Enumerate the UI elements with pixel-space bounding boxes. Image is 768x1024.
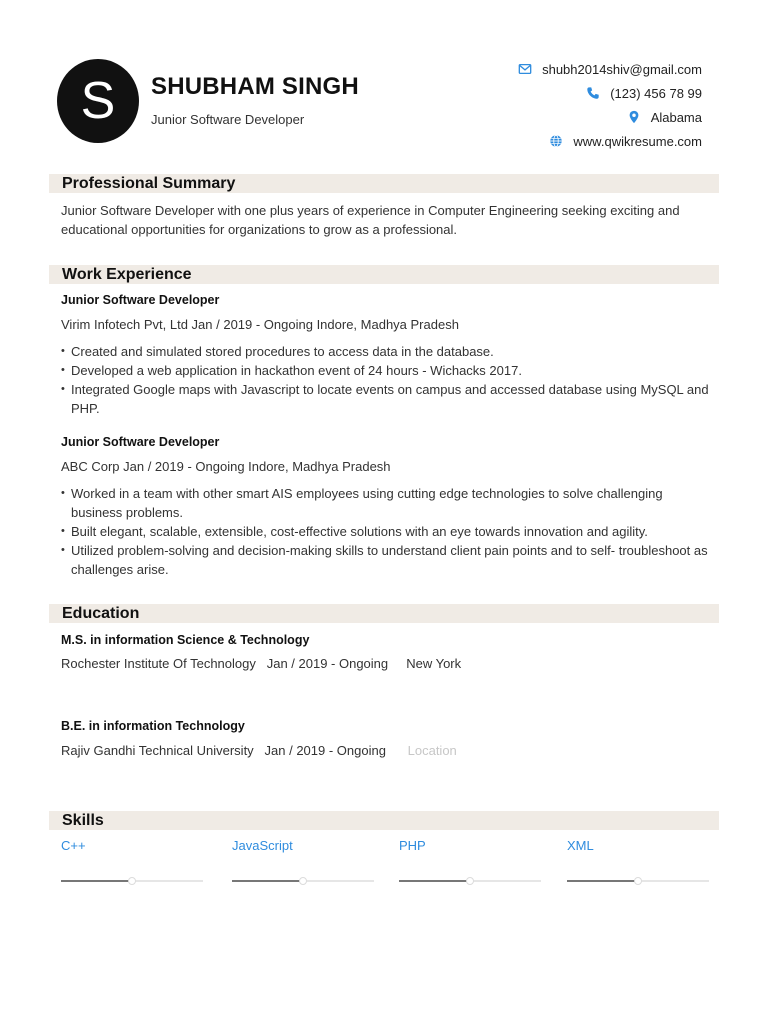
phone-text: (123) 456 78 99 xyxy=(610,85,702,101)
job-bullets xyxy=(61,342,711,418)
skill-item xyxy=(567,838,712,853)
job-title: Junior Software Developer xyxy=(61,435,220,449)
skill-name: PHP xyxy=(399,838,426,853)
avatar: S xyxy=(57,59,139,143)
skill-level-track xyxy=(232,880,374,882)
skills-heading: Skills xyxy=(62,812,104,829)
degree-title: B.E. in information Technology xyxy=(61,719,245,733)
experience-heading: Work Experience xyxy=(62,266,192,283)
job-title: Junior Software Developer xyxy=(61,293,220,307)
contact-location xyxy=(627,105,702,129)
school-name: Rajiv Gandhi Technical University xyxy=(61,743,254,758)
degree-title: M.S. in information Science & Technology xyxy=(61,633,310,647)
skill-level-fill xyxy=(232,880,303,882)
skill-name: XML xyxy=(567,838,594,853)
education-heading: Education xyxy=(62,605,140,622)
list-item: • Integrated Google maps with Javascript to locate events on campus and accessed database using MySQL and PHP. xyxy=(61,380,711,418)
location-text: Alabama xyxy=(650,109,702,125)
skill-level-track xyxy=(567,880,709,882)
job-bullets xyxy=(61,484,711,579)
education-section-bar xyxy=(49,604,719,623)
contact-phone[interactable] xyxy=(586,81,702,105)
job-meta: Virim Infotech Pvt, Ltd Jan / 2019 - Ongoing Indore, Madhya Pradesh xyxy=(61,317,459,332)
website-text: www.qwikresume.com xyxy=(573,133,702,149)
skill-item xyxy=(399,838,544,853)
summary-heading: Professional Summary xyxy=(62,175,236,192)
summary-section-bar xyxy=(49,174,719,193)
school-name: Rochester Institute Of Technology xyxy=(61,656,256,671)
skills-list xyxy=(61,838,707,898)
map-pin-icon xyxy=(627,110,641,124)
list-item: • Developed a web application in hackathon event of 24 hours - Wichacks 2017. xyxy=(61,361,711,380)
skill-name: JavaScript xyxy=(232,838,293,853)
skill-name: C++ xyxy=(61,838,86,853)
summary-text: Junior Software Developer with one plus years of experience in Computer Engineering seeking exciting and educational opportunities for organizations to grow as a professional. xyxy=(61,203,680,237)
experience-section-bar xyxy=(49,265,719,284)
list-item: • Built elegant, scalable, extensible, cost-effective solutions with an eye towards innovation and agility. xyxy=(61,522,711,541)
skill-level-track xyxy=(399,880,541,882)
skill-level-knob xyxy=(466,877,474,885)
list-item: • Utilized problem-solving and decision-making skills to understand client pain points and to self- troubleshoot as challenges arise. xyxy=(61,541,711,579)
contact-website[interactable] xyxy=(549,129,702,153)
skill-level-knob xyxy=(299,877,307,885)
skill-level-fill xyxy=(399,880,470,882)
candidate-name: SHUBHAM SINGH xyxy=(151,73,359,100)
job-meta: ABC Corp Jan / 2019 - Ongoing Indore, Madhya Pradesh xyxy=(61,459,391,474)
skill-level-fill xyxy=(61,880,132,882)
degree-location-placeholder: Location xyxy=(407,743,457,758)
degree-dates: Jan / 2019 - Ongoing xyxy=(266,656,389,671)
degree-location: New York xyxy=(406,656,462,671)
skill-item xyxy=(232,838,377,853)
skill-level-knob xyxy=(128,877,136,885)
degree-meta xyxy=(61,743,457,758)
degree-meta xyxy=(61,656,461,671)
list-item: • Worked in a team with other smart AIS employees using cutting edge technologies to solve challenging business problems. xyxy=(61,484,711,522)
contact-block xyxy=(402,57,702,153)
list-item: • Created and simulated stored procedures to access data in the database. xyxy=(61,342,711,361)
skill-item xyxy=(61,838,206,853)
envelope-icon xyxy=(518,62,532,76)
phone-icon xyxy=(586,86,600,100)
skill-level-knob xyxy=(634,877,642,885)
skill-level-fill xyxy=(567,880,638,882)
email-text: shubh2014shiv@gmail.com xyxy=(542,61,702,77)
candidate-title: Junior Software Developer xyxy=(151,112,305,127)
skills-section-bar xyxy=(49,811,719,830)
globe-icon xyxy=(549,134,563,148)
skill-level-track xyxy=(61,880,203,882)
degree-dates: Jan / 2019 - Ongoing xyxy=(264,743,386,758)
contact-email[interactable] xyxy=(518,57,702,81)
